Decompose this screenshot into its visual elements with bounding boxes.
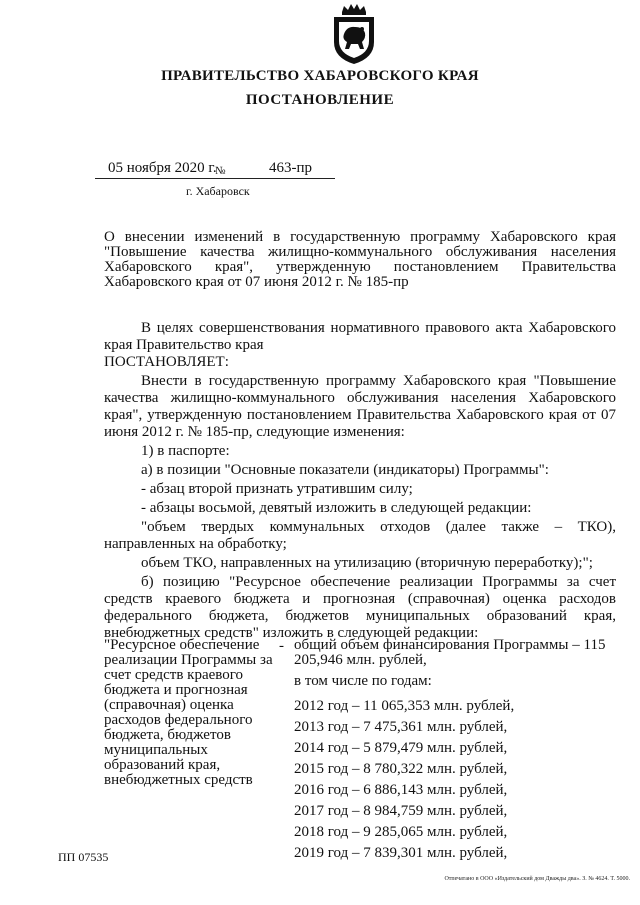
- document-city: г. Хабаровск: [186, 184, 250, 198]
- year-row: 2019 год – 7 839,301 млн. рублей,: [294, 845, 508, 861]
- funding-total: общий объем финансирования Программы – 115 205,946 млн. рублей,: [294, 637, 606, 668]
- decree-word: ПОСТАНОВЛЯЕТ:: [104, 354, 229, 370]
- date-number-line: [95, 158, 335, 180]
- funding-subtitle: в том числе по годам:: [294, 673, 432, 689]
- paragraph-6: "объем твердых коммунальных отходов (далее также – ТКО), направленных на обработку;: [104, 519, 616, 552]
- paragraph-1: Внести в государственную программу Хабаровского края "Повышение качества жилищно-коммунального обслуживания населения Хабаровского края", утвержденную постановлением Правительства Хабаровского края от 07 июня 2012 г. № 185-пр, следующие изменения:: [104, 373, 616, 440]
- printer-note: Отпечатано в ООО «Издательский дом Дважды два». З. № 4624. Т. 5000.: [444, 876, 630, 882]
- paragraph-5: - абзацы восьмой, девятый изложить в следующей редакции:: [141, 500, 532, 516]
- government-title: ПРАВИТЕЛЬСТВО ХАБАРОВСКОГО КРАЯ: [161, 68, 479, 84]
- paragraph-4: - абзац второй признать утратившим силу;: [141, 481, 413, 497]
- funding-years: [294, 696, 616, 864]
- date-underline: [95, 178, 335, 179]
- paragraph-2: 1) в паспорте:: [141, 443, 230, 459]
- document-date: 05 ноября 2020 г.: [108, 160, 217, 176]
- funding-dash: -: [279, 638, 284, 654]
- year-row: 2018 год – 9 285,065 млн. рублей,: [294, 824, 508, 840]
- paragraph-8: б) позицию "Ресурсное обеспечение реализации Программы за счет средств краевого бюджета и прогнозная (справочная) оценка расходов федерального бюджета, бюджетов муниципальных образований края, внебюджетных средств" изложить в следующей редакции:: [104, 574, 616, 641]
- year-row: 2014 год – 5 879,479 млн. рублей,: [294, 740, 508, 756]
- intro-paragraph: В целях совершенствования нормативного правового акта Хабаровского края Правительство края: [104, 320, 616, 353]
- year-row: 2013 год – 7 475,361 млн. рублей,: [294, 719, 508, 735]
- document-type: ПОСТАНОВЛЕНИЕ: [245, 92, 395, 108]
- year-row: 2015 год – 8 780,322 млн. рублей,: [294, 761, 508, 777]
- document-subject: О внесении изменений в государственную программу Хабаровского края "Повышение качества жилищно-коммунального обслуживания населения Хабаровского края", утвержденную постановлением Правительства Хабаровского края от 07 июня 2012 г. № 185-пр: [104, 229, 616, 290]
- paragraph-3: а) в позиции "Основные показатели (индикаторы) Программы":: [141, 462, 549, 478]
- funding-label: "Ресурсное обеспечение реализации Программы за счет средств краевого бюджета и прогнозная (справочная) оценка расходов федерального бюджета, бюджетов муниципальных образований края, внебюджетных средств: [104, 637, 273, 788]
- footer-code: ПП 07535: [58, 850, 109, 864]
- year-row: 2017 год – 8 984,759 млн. рублей,: [294, 803, 508, 819]
- paragraph-7: объем ТКО, направленных на утилизацию (вторичную переработку);";: [141, 555, 593, 571]
- number-sign: №: [215, 165, 226, 177]
- document-body: [104, 320, 616, 642]
- year-row: 2012 год – 11 065,353 млн. рублей,: [294, 698, 515, 714]
- year-row: 2016 год – 6 886,143 млн. рублей,: [294, 782, 508, 798]
- funding-values: [294, 638, 616, 864]
- coat-of-arms-icon: [329, 2, 379, 66]
- document-number: 463-пр: [269, 160, 313, 176]
